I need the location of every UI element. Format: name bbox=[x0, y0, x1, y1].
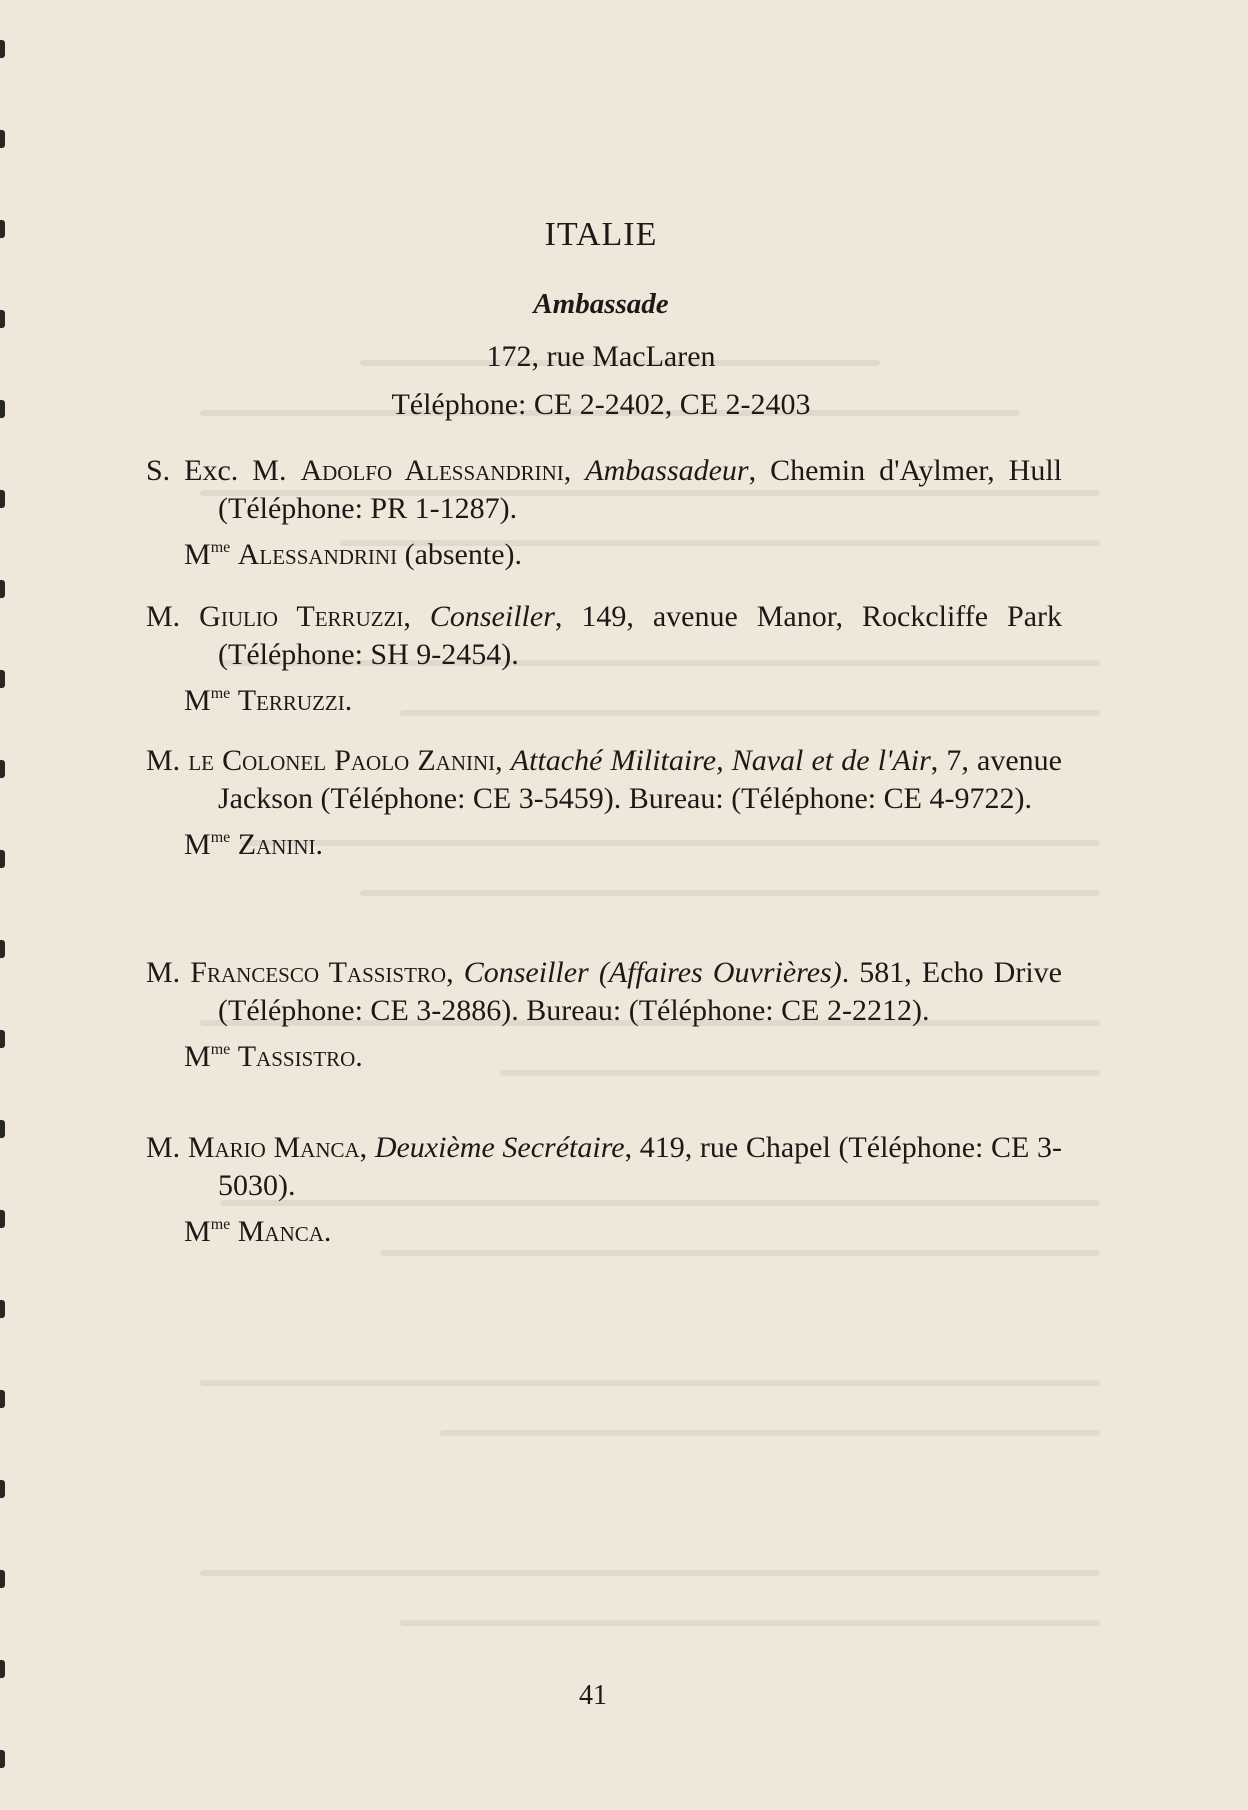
staff-entry bbox=[146, 1129, 1062, 1251]
staff-entry bbox=[146, 742, 1062, 864]
entry-title: Conseiller bbox=[429, 600, 555, 633]
spouse-note: (absente). bbox=[397, 538, 523, 571]
entry-prefix: M. bbox=[146, 744, 189, 777]
spouse-title-sup: me bbox=[210, 685, 231, 702]
binding-hole bbox=[0, 490, 5, 508]
staff-entry bbox=[146, 954, 1062, 1076]
entry-prefix: M. bbox=[146, 1131, 188, 1164]
binding-hole bbox=[0, 130, 5, 148]
spouse-line bbox=[146, 536, 1062, 574]
binding-hole bbox=[0, 40, 5, 58]
binding-hole bbox=[0, 850, 5, 868]
binding-hole bbox=[0, 940, 5, 958]
spouse-note: . bbox=[355, 1040, 363, 1073]
entry-name: le Colonel Paolo Zanini bbox=[188, 744, 496, 777]
spouse-title-sup: me bbox=[210, 539, 231, 556]
entry-title: Ambassadeur bbox=[585, 454, 749, 487]
entry-prefix: M. bbox=[146, 956, 191, 989]
spouse-line bbox=[146, 1213, 1062, 1251]
spouse-title: M bbox=[184, 1040, 211, 1073]
entry-name: Adolfo Alessandrini bbox=[300, 454, 564, 487]
spouse-title-sup: me bbox=[210, 1041, 231, 1058]
entry-text: M. Mario Manca, Deuxième Secrétaire, 419, rue Chapel (Téléphone: CE 3-5030). bbox=[146, 1131, 1062, 1202]
binding-hole bbox=[0, 1390, 5, 1408]
binding-hole bbox=[0, 1570, 5, 1588]
entry-text: S. Exc. M. Adolfo Alessandrini, Ambassadeur, Chemin d'Aylmer, Hull (Téléphone: PR 1-1287). bbox=[146, 454, 1062, 525]
binding-hole bbox=[0, 760, 5, 778]
spouse-name: Terruzzi bbox=[237, 684, 345, 717]
spouse-title: M bbox=[184, 828, 211, 861]
entry-details: , 7, avenue Jackson (Téléphone: CE 3-5459). Bureau: (Téléphone: CE 4-9722). bbox=[218, 744, 1062, 815]
spouse-name: Alessandrini bbox=[237, 538, 398, 571]
spouse-title-sup: me bbox=[210, 829, 231, 846]
entry-details: , 149, avenue Manor, Rockcliffe Park (Téléphone: SH 9-2454). bbox=[218, 600, 1063, 671]
entry-title: Deuxième Secrétaire bbox=[374, 1131, 625, 1164]
page-number: 41 bbox=[579, 1680, 607, 1711]
spouse-name: Manca bbox=[237, 1215, 324, 1248]
embassy-telephone: Téléphone: CE 2-2402, CE 2-2403 bbox=[391, 388, 811, 421]
spouse-title: M bbox=[184, 1215, 211, 1248]
binding-hole bbox=[0, 1300, 5, 1318]
country-heading: ITALIE bbox=[544, 216, 658, 253]
binding-hole bbox=[0, 1660, 5, 1678]
entry-prefix: M. bbox=[146, 600, 200, 633]
staff-entry bbox=[146, 452, 1062, 574]
binding-hole bbox=[0, 1030, 5, 1048]
spouse-line bbox=[146, 826, 1062, 864]
entry-text: M. Giulio Terruzzi, Conseiller, 149, avenue Manor, Rockcliffe Park (Téléphone: SH 9-2454). bbox=[146, 600, 1063, 671]
spouse-note: . bbox=[344, 684, 353, 717]
entry-title: Conseiller (Affaires Ouvrières) bbox=[463, 956, 842, 989]
entry-details: , Chemin d'Aylmer, Hull (Téléphone: PR 1-1287). bbox=[218, 454, 1062, 525]
binding-hole bbox=[0, 580, 5, 598]
spouse-line bbox=[146, 1038, 1062, 1076]
spouse-title-sup: me bbox=[210, 1216, 231, 1233]
binding-hole bbox=[0, 1750, 5, 1768]
spouse-name: Zanini bbox=[237, 828, 316, 861]
spouse-note: . bbox=[323, 1215, 332, 1248]
entry-prefix: S. Exc. M. bbox=[146, 454, 301, 487]
spouse-line bbox=[146, 682, 1062, 720]
binding-hole bbox=[0, 1210, 5, 1228]
entry-title: Attaché Militaire, Naval et de l'Air bbox=[510, 744, 931, 777]
entry-name: Mario Manca bbox=[187, 1131, 360, 1164]
binding-hole bbox=[0, 670, 5, 688]
mission-type: Ambassade bbox=[533, 288, 669, 320]
spouse-name: Tassistro bbox=[237, 1040, 356, 1073]
entry-text: M. Francesco Tassistro, Conseiller (Affaires Ouvrières). 581, Echo Drive (Téléphone: CE 3-2886). Bureau: (Téléphone: CE 2-2212). bbox=[146, 956, 1062, 1027]
entry-details: , 419, rue Chapel (Téléphone: CE 3-5030). bbox=[218, 1131, 1062, 1202]
entry-text: M. le Colonel Paolo Zanini, Attaché Militaire, Naval et de l'Air, 7, avenue Jackson (Téléphone: CE 3-5459). Bureau: (Téléphone: CE 4-9722). bbox=[146, 744, 1062, 815]
entry-name: Giulio Terruzzi bbox=[199, 600, 404, 633]
embassy-address: 172, rue MacLaren bbox=[486, 340, 716, 373]
spouse-title: M bbox=[184, 684, 211, 717]
binding-hole bbox=[0, 1120, 5, 1138]
spouse-note: . bbox=[315, 828, 324, 861]
binding-hole bbox=[0, 1480, 5, 1498]
entry-details: . 581, Echo Drive (Téléphone: CE 3-2886). Bureau: (Téléphone: CE 2-2212). bbox=[218, 956, 1062, 1027]
entry-name: Francesco Tassistro bbox=[190, 956, 447, 989]
staff-entry bbox=[146, 598, 1062, 720]
spouse-title: M bbox=[184, 538, 211, 571]
